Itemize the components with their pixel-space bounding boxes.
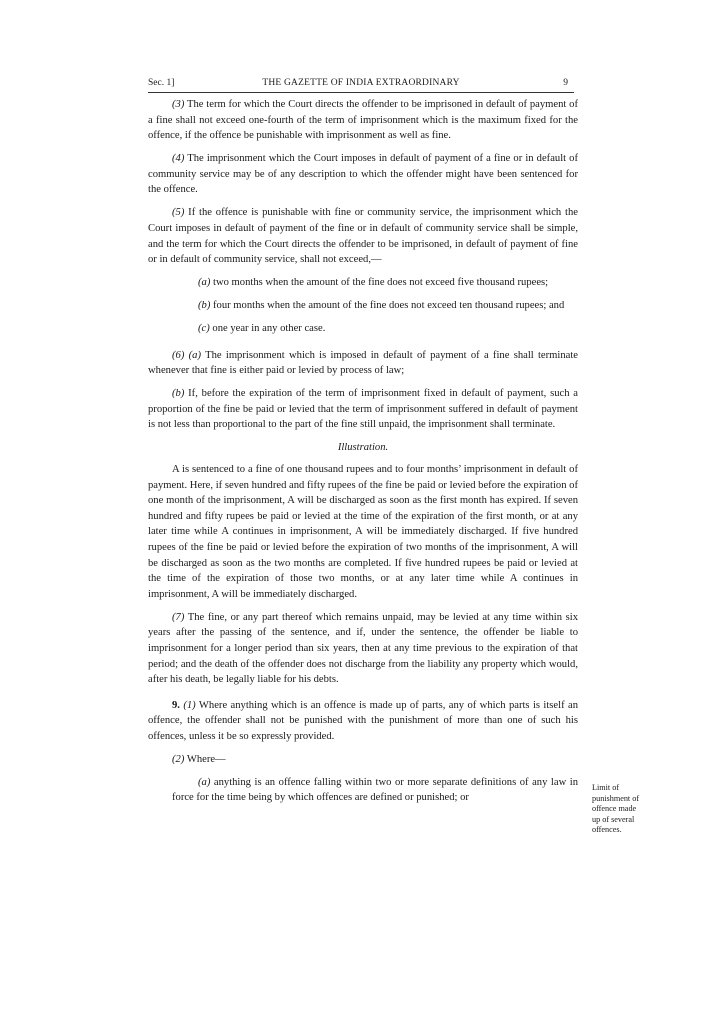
clause-number: (2) bbox=[172, 753, 185, 765]
clause-number: (1) bbox=[183, 699, 196, 711]
clause-text: one year in any other case. bbox=[209, 323, 326, 335]
document-body bbox=[148, 97, 578, 813]
section-label: Sec. 1] bbox=[148, 78, 175, 88]
paragraph-7 bbox=[148, 610, 578, 688]
clause-number: (4) bbox=[172, 153, 185, 165]
page-header bbox=[148, 78, 574, 93]
clause-text: four months when the amount of the fine does not exceed ten thousand rupees; and bbox=[210, 300, 565, 312]
paragraph-5a bbox=[172, 275, 578, 291]
paragraph-5c bbox=[172, 321, 578, 337]
clause-text: If, before the expiration of the term of imprisonment fixed in default of payment, such a proportion of the fine be paid or levied that the term of imprisonment suffered in default of payment is not less than proportional to the part of the fine still unpaid, the imprisonment shall terminate. bbox=[148, 388, 578, 431]
gazette-title: THE GAZETTE OF INDIA EXTRAORDINARY bbox=[262, 78, 460, 88]
clause-text: two months when the amount of the fine does not exceed five thousand rupees; bbox=[210, 277, 549, 289]
clause-number: (a) bbox=[198, 277, 211, 289]
clause-text: Where anything which is an offence is made up of parts, any of which parts is itself an offence, the offender shall not be punished with the punishment of more than one of such his offences, unless it be so expressly provided. bbox=[148, 699, 578, 742]
clause-number: (c) bbox=[198, 323, 210, 335]
clause-text: If the offence is punishable with fine or community service, the imprisonment which the Court imposes in default of payment of the fine or in default of community service shall be simple, and the term for which the Court directs the offender to be imprisoned, in default of payment of fine or in default of community service, shall not exceed,— bbox=[148, 207, 578, 266]
clause-text: The imprisonment which the Court imposes in default of payment of a fine or in default of community service may be of any description to which the offender might have been sentenced for the offence. bbox=[148, 153, 578, 196]
section-9-1 bbox=[148, 698, 578, 745]
marginal-note-line: offence made bbox=[592, 804, 637, 813]
section-number: 9. bbox=[172, 699, 180, 711]
clause-number: (a) bbox=[198, 776, 211, 788]
clause-text: The term for which the Court directs the offender to be imprisoned in default of payment of a fine shall not exceed one-fourth of the term of imprisonment which is the maximum fixed for the offence, if the offence be punishable with imprisonment as well as fine. bbox=[148, 99, 578, 142]
paragraph-4 bbox=[148, 151, 578, 198]
clause-number: (3) bbox=[172, 99, 185, 110]
paragraph-3 bbox=[148, 97, 578, 144]
paragraph-5b bbox=[172, 298, 578, 314]
paragraph-5 bbox=[148, 205, 578, 267]
clause-number: (6) bbox=[172, 349, 185, 361]
marginal-note-line: offences. bbox=[592, 825, 622, 834]
marginal-note-line: Limit of bbox=[592, 783, 620, 792]
marginal-note-line: punishment of bbox=[592, 793, 640, 803]
clause-number: (7) bbox=[172, 611, 185, 623]
clause-number: (b) bbox=[198, 300, 211, 312]
clause-number: (5) bbox=[172, 207, 185, 219]
clause-text: The imprisonment which is imposed in default of payment of a fine shall terminate whenever that fine is either paid or levied by process of law; bbox=[148, 349, 578, 377]
page-number: 9 bbox=[563, 78, 568, 88]
illustration-text: A is sentenced to a fine of one thousand rupees and to four months’ imprisonment in default of payment. Here, if seven hundred and fifty rupees of the fine be paid or levied before the expiration of one month of the imprisonment, A will be discharged as soon as the first month has expired. If seven hundred and fifty rupees be paid or levied at the time of the expiration of the first month, or at any later time while A continues in imprisonment, A will be immediately discharged. If five hundred rupees of the fine be paid or levied before the expiration of two months of the imprisonment, A will be discharged as soon as the two months are completed. If five hundred rupees be paid or levied at the time of the expiration of those two months, or at any later time while A continues in imprisonment, A will be immediately discharged. bbox=[148, 464, 578, 600]
clause-text: The fine, or any part thereof which remains unpaid, may be levied at any time within six years after the passing of the sentence, and if, under the sentence, the offender be liable to imprisonment for a longer period than six years, then at any time previous to the expiration of that period; and the death of the offender does not discharge from the liability any property which would, after his death, be legally liable for his debts. bbox=[148, 611, 578, 686]
section-9-2a bbox=[172, 775, 578, 806]
paragraph-6b bbox=[148, 386, 578, 433]
section-9-2 bbox=[148, 752, 578, 768]
clause-number: (a) bbox=[188, 349, 202, 361]
marginal-note bbox=[592, 783, 658, 836]
marginal-note-line: up of several bbox=[592, 814, 635, 824]
clause-text: Where— bbox=[184, 753, 226, 765]
clause-number: (b) bbox=[172, 388, 185, 400]
clause-text: anything is an offence falling within two or more separate definitions of any law in force for the time being by which offences are defined or punished; or bbox=[172, 776, 578, 804]
paragraph-6a bbox=[148, 348, 578, 379]
illustration-heading: Illustration. bbox=[337, 442, 389, 454]
